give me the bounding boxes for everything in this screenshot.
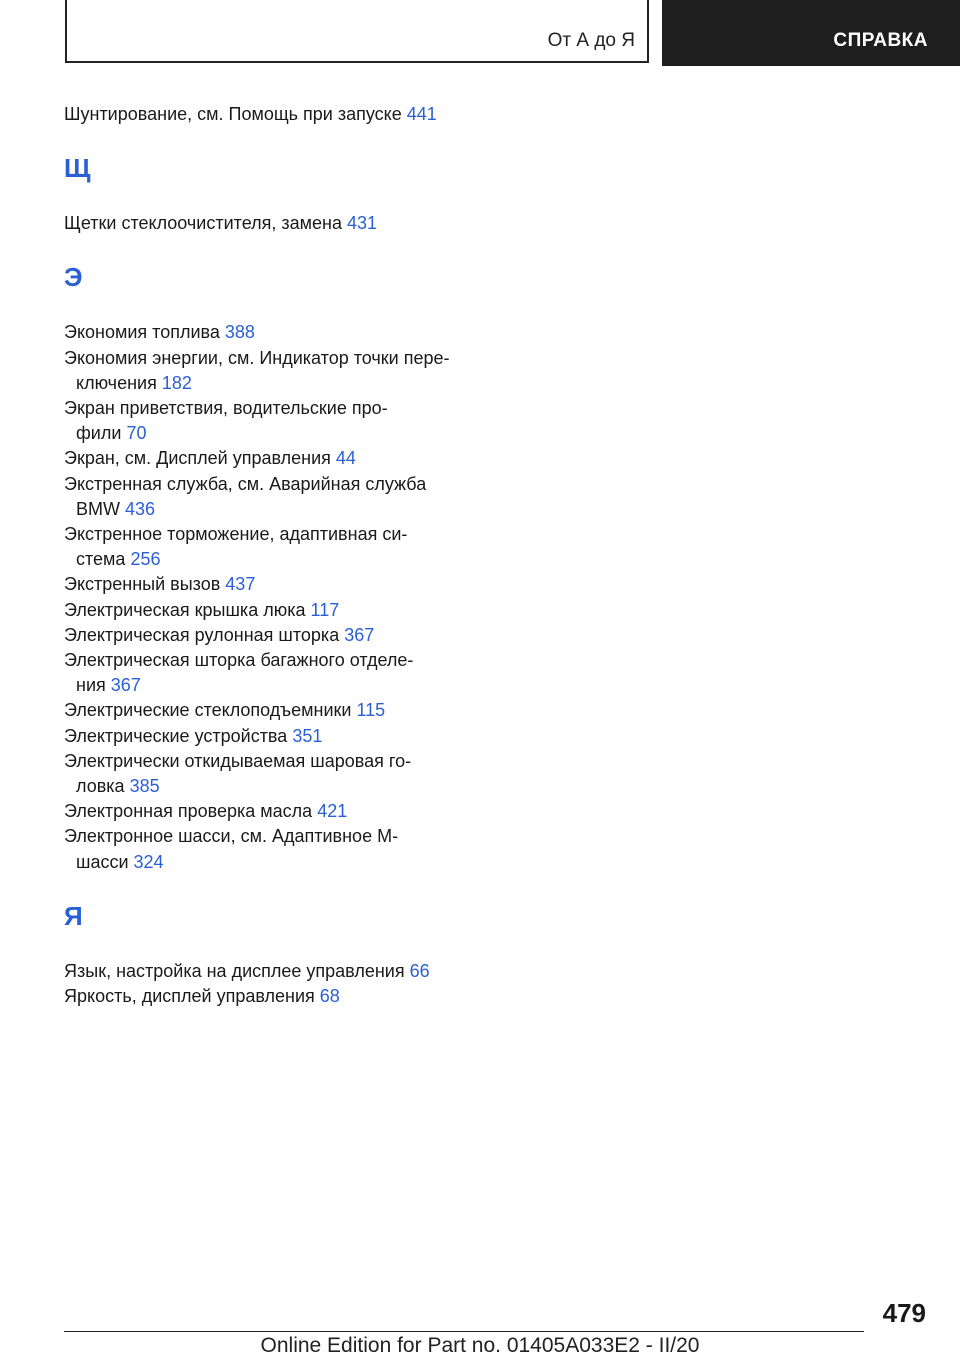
index-page-link[interactable]: 421 [317,801,348,822]
index-entry-text: Экономия топлива [64,322,220,343]
index-entry-text: Экстренное торможение, адаптивная си‐ [64,524,408,545]
index-page-link[interactable]: 367 [110,675,141,696]
index-entry-continuation: ключения [76,372,157,393]
index-entry-continuation: шасси [76,851,129,872]
index-letter-heading: Щ [64,153,91,184]
index-entry-text: Электрическая шторка багажного отделе‐ [64,650,414,671]
index-entry [64,211,504,236]
index-page-link[interactable]: 441 [406,104,437,124]
index-entry-text: Электронное шасси, см. Адаптивное M- [64,826,399,847]
index-entry [64,102,504,127]
index-entry [64,522,504,572]
section-title: От А до Я [547,30,635,51]
index-entry-continuation: ловка [76,776,125,797]
index-entry-text: Шунтирование, см. Помощь при запуске [64,104,402,124]
index-entry-text: Электрические стеклоподъемники [64,700,352,721]
index-entry [64,824,504,874]
index-page-link[interactable]: 437 [225,574,256,595]
index-entry-text: Электрическая рулонная шторка [64,624,340,645]
index-page-link[interactable]: 70 [126,423,147,444]
index-entry-text: Экстренный вызов [64,574,221,595]
index-entry-text: Экран приветствия, водительские про‐ [64,398,388,419]
index-entry [64,959,504,984]
footer-divider [64,1331,864,1332]
index-entry-text: Экстренная служба, см. Аварийная служба [64,473,427,494]
index-entry-text: Электрическая крышка люка [64,599,306,620]
index-entry-continuation: фили [76,423,122,444]
index-entry [64,472,504,522]
index-page-link[interactable]: 388 [224,322,255,343]
index-entry-text: Язык, настройка на дисплее управления [64,960,405,981]
index-page-link[interactable]: 117 [310,599,340,620]
index-entry-text: Электронная проверка масла [64,801,313,822]
index-entry [64,623,504,648]
index-page-link[interactable]: 367 [344,624,375,645]
index-entry [64,749,504,799]
index-entry [64,446,504,471]
index-letter-heading: Я [64,900,83,931]
footer-text: Online Edition for Part no. 01405A033E2 - II/20 [257,1334,704,1357]
chapter-title: СПРАВКА [833,30,928,51]
index-entry [64,346,504,396]
index-entry [64,799,504,824]
index-entry-text: Электрически откидываемая шаровая го‐ [64,750,412,771]
index-entry-continuation: BMW [76,498,120,519]
footer [0,1334,960,1358]
index-entry [64,648,504,698]
index-content [64,102,504,1009]
chapter-tab [662,0,960,66]
index-entry [64,572,504,597]
index-entry-text: Экран, см. Дисплей управления [64,448,331,469]
index-entry-continuation: стема [76,549,126,570]
index-page-link[interactable]: 351 [292,725,323,746]
page-header [0,0,960,66]
index-entry-text: Экономия энергии, см. Индикатор точки пере‐ [64,347,450,368]
index-page-link[interactable]: 44 [335,448,356,469]
index-page-link[interactable]: 68 [319,986,340,1007]
index-letter-heading: Э [64,262,83,293]
index-entry [64,396,504,446]
index-entry-text: Яркость, дисплей управления [64,986,315,1007]
index-entry-text: Электрические устройства [64,725,288,746]
page-number: 479 [882,1298,926,1328]
index-entry [64,698,504,723]
index-entry-text: Щетки стеклоочистителя, замена [64,213,342,234]
index-page-link[interactable]: 115 [356,700,386,721]
index-page-link[interactable]: 385 [129,776,160,797]
index-entry [64,984,504,1009]
index-entry [64,598,504,623]
index-page-link[interactable]: 256 [130,549,161,570]
index-page-link[interactable]: 324 [133,851,164,872]
index-page-link[interactable]: 182 [161,372,192,393]
index-entry-continuation: ния [76,675,106,696]
section-tab [65,0,649,63]
index-page-link[interactable]: 431 [346,213,378,234]
index-page-link[interactable]: 436 [125,498,156,519]
index-entry [64,724,504,749]
index-page-link[interactable]: 66 [409,960,430,981]
index-entry [64,320,504,345]
